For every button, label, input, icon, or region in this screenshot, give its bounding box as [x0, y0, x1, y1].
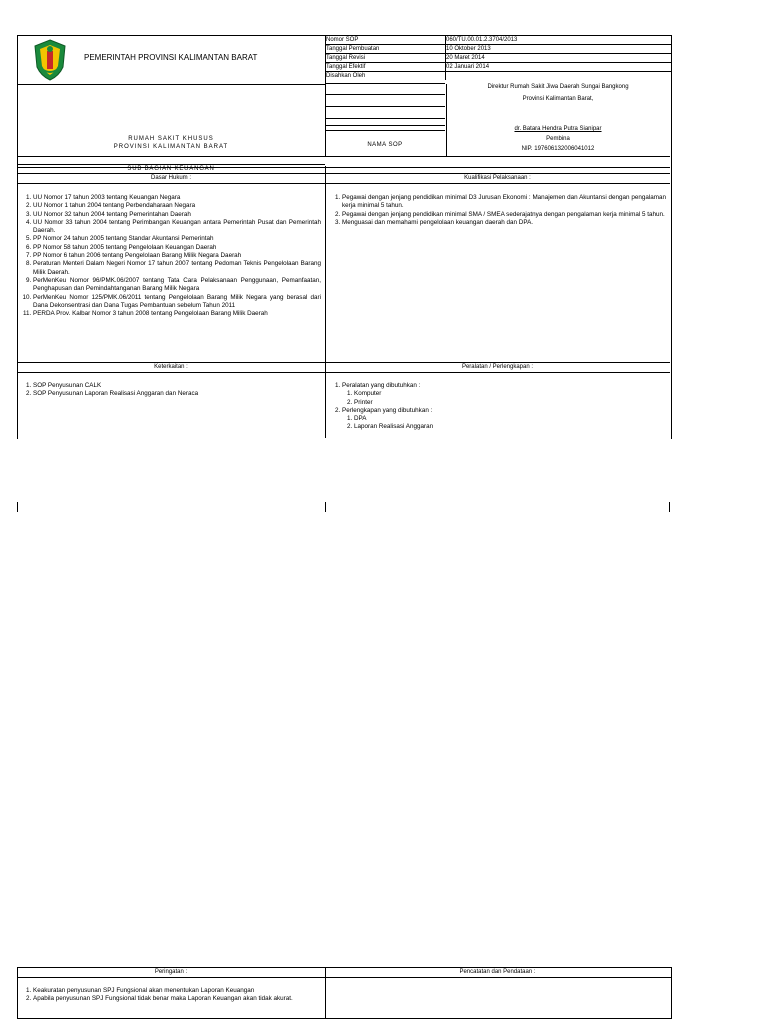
approval-line1: Direktur Rumah Sakit Jiwa Daerah Sungai Bangkong: [487, 84, 629, 90]
list-item: 8. Peraturan Menteri Dalam Negeri Nomor 17 tahun 2007 tentang Pedoman Teknis Pengelolaan Barang Milik Daerah.: [33, 260, 321, 277]
list-item: 2. Apabila penyusunan SPJ Fungsional tidak benar maka Laporan Keuangan akan tidak akurat.: [33, 995, 321, 1003]
keterkaitan-list: [19, 382, 321, 399]
kualifikasi-list: [328, 194, 666, 227]
peralatan-title: Peralatan / Perlengkapan :: [461, 364, 534, 370]
pencatatan-title: Pencatatan dan Pendataan :: [459, 969, 536, 975]
sop-meta-label: Nomor SOP: [325, 36, 446, 44]
sop-meta-value: 02 Januari 2014: [446, 64, 490, 70]
equipment-sublist: [342, 390, 666, 407]
approval-line2: Provinsi Kalimantan Barat,: [522, 96, 594, 102]
column-divider-2: [17, 362, 326, 438]
list-item: 6. PP Nomor 58 tahun 2005 tentang Pengelolaan Keuangan Daerah: [33, 244, 321, 252]
sop-meta-value: [446, 72, 668, 80]
hospital-line1: RUMAH SAKIT KHUSUS: [128, 136, 214, 142]
crop-mark-right: [669, 502, 670, 512]
divider: [325, 130, 445, 131]
list-item: 1. UU Nomor 17 tahun 2003 tentang Keuangan Negara: [33, 194, 321, 202]
sop-meta-label: Tanggal Efektif: [325, 63, 446, 71]
list-item: 3. Menguasai dan memahami pengelolaan keuangan daerah dan DPA.: [342, 219, 666, 227]
sop-meta-value: 20 Maret 2014: [446, 55, 485, 61]
nama-sop-label: NAMA SOP: [367, 142, 403, 148]
equipment-group-label: Perlengkapan yang dibutuhkan :: [342, 406, 433, 414]
government-name: PEMERINTAH PROVINSI KALIMANTAN BARAT: [84, 53, 258, 62]
sop-meta-value: 10 Oktober 2013: [446, 46, 491, 52]
dasar-hukum-list: [19, 194, 321, 318]
sub-bagian-title: SUB BAGIAN KEUANGAN: [17, 164, 325, 173]
approval-rank: Pembina: [546, 136, 570, 142]
sop-meta-value: 060/TU.00.01.2.3704/2013: [446, 37, 518, 43]
list-item: 5. PP Nomor 24 tahun 2005 tentang Standar Akuntansi Pemerintah: [33, 235, 321, 243]
peringatan-list: [19, 987, 321, 1004]
list-item: 10. PerMenKeu Nomor 125/PMK.06/2011 tentang Pengelolaan Barang Milik Negara yang berasal dari Dana Dekonsentrasi dan Dana Tugas Pembantuan sebelum Tahun 2011: [33, 294, 321, 311]
list-item: 1. Pegawai dengan jenjang pendidikan minimal D3 Jurusan Ekonomi : Manajemen dan Akuntansi dengan pengalaman kerja minimal 5 tahun.: [342, 194, 666, 211]
list-item: 2. SOP Penyusunan Laporan Realisasi Anggaran dan Neraca: [33, 390, 321, 398]
sop-meta-label: Tanggal Revisi: [325, 54, 446, 62]
sop-meta-label: Tanggal Pembuatan: [325, 45, 446, 53]
list-item: 2. Pegawai dengan jenjang pendidikan minimal SMA / SMEA sederajatnya dengan pengalaman kerja minimal 5 tahun.: [342, 211, 666, 219]
equipment-item: 2. Laporan Realisasi Anggaran: [354, 423, 666, 431]
divider: [325, 125, 445, 126]
divider: [325, 106, 445, 107]
hospital-name: [17, 135, 325, 151]
kualifikasi-title: Kualifikasi Pelaksanaan :: [464, 175, 531, 181]
peralatan-list: [328, 382, 666, 432]
list-item: 3. UU Nomor 32 tahun 2004 tentang Pemerintahan Daerah: [33, 211, 321, 219]
equipment-group: [342, 382, 666, 407]
approval-block: [446, 83, 670, 153]
sop-meta-label: Disahkan Oleh: [325, 72, 446, 80]
peringatan-list-container: [19, 987, 321, 1004]
equipment-group-label: Peralatan yang dibutuhkan :: [342, 382, 421, 389]
equipment-item: 1. Komputer: [354, 390, 666, 398]
kualifikasi-list-container: [328, 194, 666, 227]
peringatan-title: Peringatan :: [154, 969, 188, 975]
list-item: 7. PP Nomor 6 tahun 2006 tentang Pengelolaan Barang Milik Negara Daerah: [33, 252, 321, 260]
equipment-sublist: [342, 415, 666, 432]
crop-mark-left: [17, 502, 18, 512]
list-item: 1. Keakuratan penyusunan SPJ Fungsional akan menentukan Laporan Keuangan: [33, 987, 321, 995]
dasar-hukum-list-container: [19, 194, 321, 318]
peralatan-list-container: [328, 382, 666, 432]
equipment-item: 1. DPA: [354, 415, 666, 423]
divider: [325, 94, 445, 95]
equipment-item: 2. Printer: [354, 399, 666, 407]
provincial-emblem-icon: [33, 39, 67, 81]
approval-name: dr. Batara Hendra Putra Sianipar: [514, 126, 602, 132]
list-item: 4. UU Nomor 33 tahun 2004 tentang Perimbangan Keuangan antara Pemerintah Pusat dan Pemerintah Daerah.: [33, 219, 321, 236]
list-item: 9. PerMenKeu Nomor 96/PMK.06/2007 tentang Tata Cara Pelaksanaan Penggunaan, Pemanfaatan, Penghapusan dan Pemindahtanganan Barang Milik Negara: [33, 277, 321, 294]
keterkaitan-list-container: [19, 382, 321, 399]
list-item: 11. PERDA Prov. Kalbar Nomor 3 tahun 2008 tentang Pengelolaan Barang Milik Daerah: [33, 310, 321, 318]
divider: [325, 118, 445, 119]
equipment-group: [342, 407, 666, 432]
dasar-hukum-title: Dasar Hukum :: [150, 175, 191, 181]
list-item: 1. SOP Penyusunan CALK: [33, 382, 321, 390]
keterkaitan-title: Keterkaitan :: [154, 364, 188, 370]
hospital-line2: PROVINSI KALIMANTAN BARAT: [113, 144, 229, 150]
crop-mark-middle: [325, 502, 326, 512]
list-item: 2. UU Nomor 1 tahun 2004 tentang Perbendaharaan Negara: [33, 202, 321, 210]
approval-nip: NIP. 197606132006041012: [521, 146, 595, 152]
